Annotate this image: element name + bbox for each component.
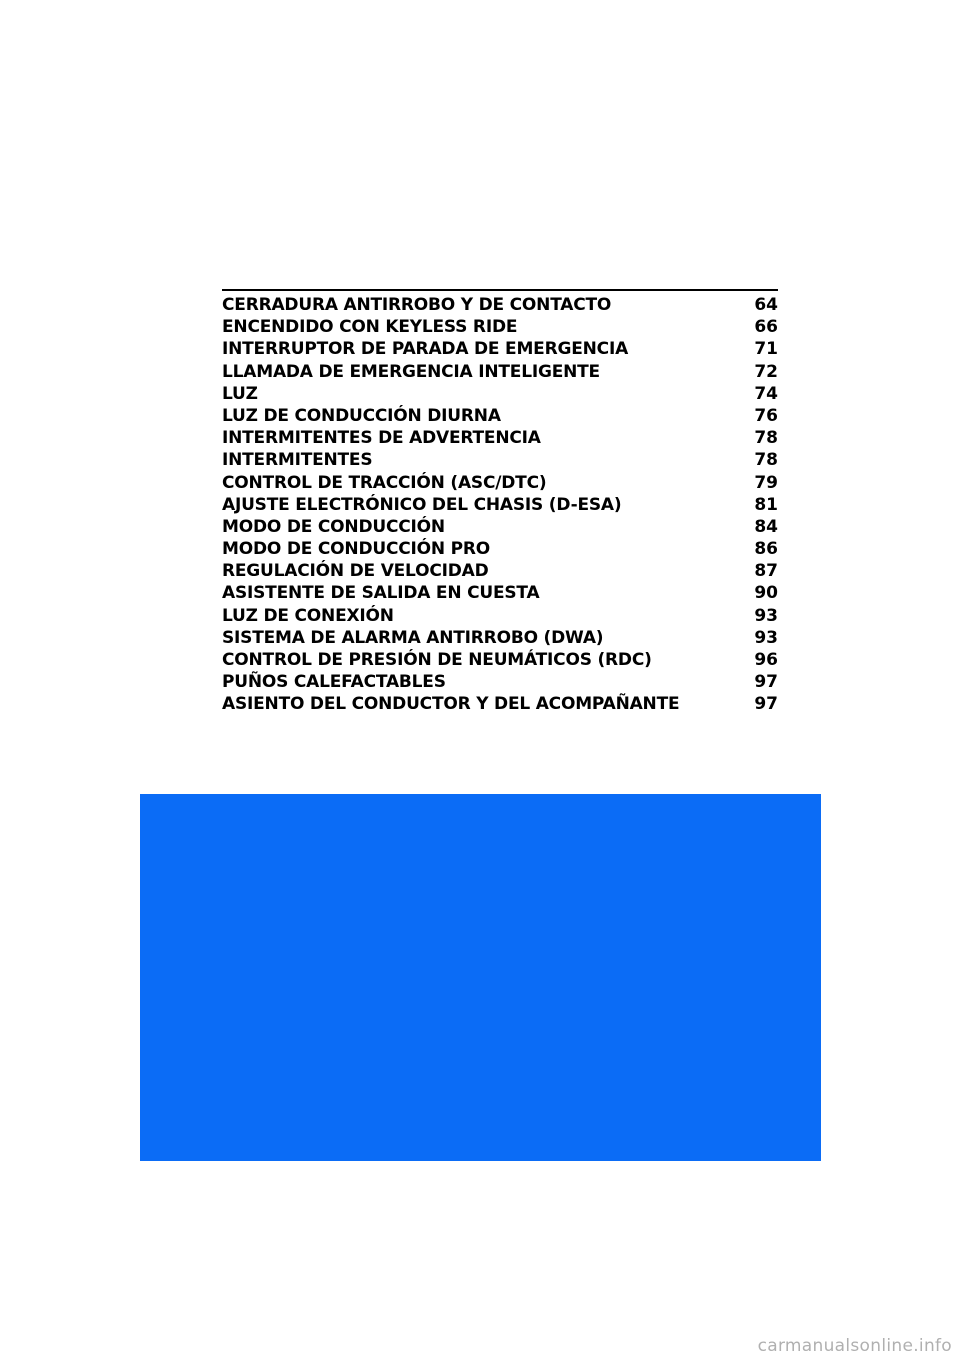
toc-entry-title: MODO DE CONDUCCIÓN PRO	[222, 539, 491, 560]
toc-entry[interactable]	[222, 516, 778, 538]
toc-entry-page: 79	[754, 472, 778, 493]
toc-entry-title: SISTEMA DE ALARMA ANTIRROBO (DWA)	[222, 627, 604, 648]
toc-entry-title: REGULACIÓN DE VELOCIDAD	[222, 561, 489, 582]
toc-entry-title: ASIENTO DEL CONDUCTOR Y DEL ACOMPAÑANTE	[222, 694, 680, 715]
toc-entry[interactable]	[222, 427, 778, 449]
toc-entry-title: CERRADURA ANTIRROBO Y DE CONTACTO	[222, 295, 612, 315]
toc-entry-page: 64	[754, 295, 778, 315]
toc-entry[interactable]	[222, 538, 778, 560]
toc-entry-page: 78	[754, 428, 778, 449]
toc-entry-page: 87	[754, 561, 778, 582]
toc-entry-title: ENCENDIDO CON KEYLESS RIDE	[222, 317, 518, 338]
toc-entry[interactable]	[222, 693, 778, 715]
toc-entry-title: LUZ DE CONEXIÓN	[222, 605, 394, 626]
toc-entry[interactable]	[222, 361, 778, 383]
watermark-text: carmanualsonline.info	[757, 1336, 952, 1356]
toc-entry-page: 96	[754, 650, 778, 670]
toc-entry[interactable]	[222, 582, 778, 604]
toc-entry[interactable]	[222, 627, 778, 649]
toc-entry-page: 93	[754, 605, 778, 626]
toc-entry-title: LUZ DE CONDUCCIÓN DIURNA	[222, 405, 501, 426]
toc-entry-title: LUZ	[222, 383, 258, 404]
toc-entry-title: INTERMITENTES DE ADVERTENCIA	[222, 428, 541, 449]
toc-entry-title: LLAMADA DE EMERGENCIA INTELIGENTE	[222, 361, 600, 382]
toc-entry-page: 78	[754, 450, 778, 471]
toc-entry-title: INTERMITENTES	[222, 450, 373, 471]
toc-entry[interactable]	[222, 649, 778, 671]
toc-entry[interactable]	[222, 472, 778, 494]
toc-entry[interactable]	[222, 494, 778, 516]
toc-entry-title: MODO DE CONDUCCIÓN	[222, 516, 445, 537]
toc-entry-page: 93	[754, 627, 778, 648]
toc-entry-page: 71	[754, 339, 778, 360]
toc-entry-title: INTERRUPTOR DE PARADA DE EMERGENCIA	[222, 339, 629, 360]
toc-entry-title: CONTROL DE TRACCIÓN (ASC/DTC)	[222, 472, 547, 493]
toc-entry[interactable]	[222, 338, 778, 360]
toc-entry-page: 90	[754, 583, 778, 604]
table-of-contents	[222, 289, 778, 716]
toc-entry[interactable]	[222, 405, 778, 427]
toc-entry-page: 86	[754, 539, 778, 560]
blue-cover-panel	[140, 794, 821, 1161]
toc-entry-page: 72	[754, 361, 778, 382]
toc-entry-page: 97	[754, 672, 778, 693]
toc-entry-title: ASISTENTE DE SALIDA EN CUESTA	[222, 583, 540, 604]
toc-entry[interactable]	[222, 560, 778, 582]
toc-entry[interactable]	[222, 449, 778, 471]
toc-entry-title: PUÑOS CALEFACTABLES	[222, 672, 446, 693]
toc-entry-page: 84	[754, 516, 778, 537]
toc-entry[interactable]	[222, 294, 778, 316]
toc-entry[interactable]	[222, 383, 778, 405]
toc-entry-title: CONTROL DE PRESIÓN DE NEUMÁTICOS (RDC)	[222, 650, 652, 670]
toc-entry[interactable]	[222, 316, 778, 338]
toc-entry-page: 81	[754, 494, 778, 515]
toc-entry[interactable]	[222, 605, 778, 627]
toc-entry-page: 76	[754, 405, 778, 426]
toc-entry-page: 74	[754, 383, 778, 404]
toc-entry[interactable]	[222, 671, 778, 693]
toc-entry-page: 66	[754, 317, 778, 338]
toc-entry-title: AJUSTE ELECTRÓNICO DEL CHASIS (D-ESA)	[222, 494, 622, 515]
toc-entry-page: 97	[754, 694, 778, 715]
